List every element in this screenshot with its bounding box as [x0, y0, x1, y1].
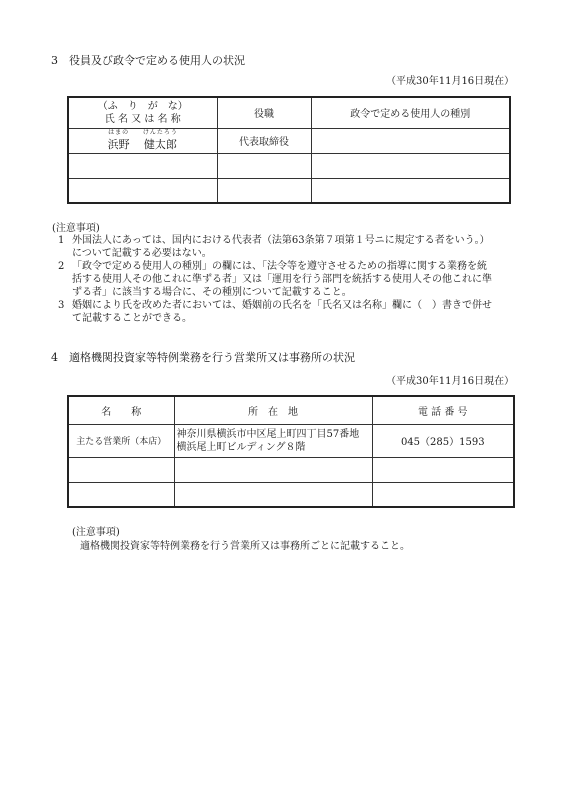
- section3-title: 3 役員及び政令で定める使用人の状況: [51, 54, 245, 67]
- header-name-cell: [68, 97, 217, 128]
- section4-date: （平成30年11月16日現在）: [386, 376, 515, 387]
- note-item: [58, 234, 496, 260]
- note-number: 2: [58, 261, 65, 272]
- note-item: [58, 299, 496, 325]
- table-row: [68, 424, 514, 457]
- header-position: 役職: [217, 97, 311, 128]
- header-type: 政令で定める使用人の種別: [311, 97, 510, 128]
- office-name: 主たる営業所（本店）: [68, 424, 174, 457]
- officer-name-cell: [68, 128, 217, 153]
- office-address-line2: 横浜尾上町ビルディング８階: [176, 441, 306, 453]
- table-row: [68, 153, 510, 178]
- officers-table: [67, 96, 511, 204]
- note-text: 「政令で定める使用人の種別」の欄には、「法令等を遵守させるための指導に関する業務を統括する使用人その他これに準ずる者」又は「運用を行う部門を統括する使用人その他これに準ずる者」に該当する場合に、その種別について記載すること。: [72, 261, 492, 298]
- family-name-group: [108, 129, 130, 152]
- offices-table: [67, 395, 515, 508]
- table-row: [68, 482, 514, 507]
- section3-notes: [58, 234, 496, 325]
- note-number: 3: [58, 300, 65, 311]
- office-phone: 045（285）1593: [372, 424, 514, 457]
- section3-notes-title: (注意事項): [52, 223, 100, 234]
- header-phone: 電 話 番 号: [372, 396, 514, 424]
- note-item: [58, 260, 496, 299]
- header-name: 氏 名 又 は 名 称: [104, 113, 181, 125]
- family-name: 浜野: [107, 138, 130, 151]
- given-name: 健太郎: [143, 138, 177, 151]
- section4-notes-title: (注意事項): [72, 527, 120, 538]
- table-row: [68, 457, 514, 482]
- note-number: 1: [58, 235, 65, 246]
- header-furigana: （ふ り が な）: [97, 100, 188, 112]
- family-furigana: はまの: [108, 129, 130, 136]
- section4-title: 4 適格機関投資家等特例業務を行う営業所又は事務所の状況: [51, 351, 355, 364]
- table-row: [68, 178, 510, 203]
- officer-type: [311, 128, 510, 153]
- given-name-group: [143, 129, 178, 152]
- header-office-name: 名 称: [68, 396, 174, 424]
- note-text: 婚姻により氏を改めた者においては、婚姻前の氏名を「氏名又は名称」欄に（ ）書きで併せて記載することができる。: [72, 300, 492, 324]
- office-address-line1: 神奈川県横浜市中区尾上町四丁目57番地: [176, 428, 360, 440]
- office-address-cell: [174, 424, 372, 457]
- section3-date: （平成30年11月16日現在）: [386, 76, 515, 87]
- offices-header-row: [68, 396, 514, 424]
- given-furigana: けんたろう: [142, 129, 178, 136]
- table-row: [68, 128, 510, 153]
- officers-header-row: [68, 97, 510, 128]
- section4-note: 適格機関投資家等特例業務を行う営業所又は事務所ごとに記載すること。: [80, 541, 410, 552]
- header-address: 所 在 地: [174, 396, 372, 424]
- officer-position: 代表取締役: [217, 128, 311, 153]
- note-text: 外国法人にあっては、国内における代表者（法第63条第７項第１号ニに規定する者をいう。）について記載する必要はない。: [72, 235, 490, 259]
